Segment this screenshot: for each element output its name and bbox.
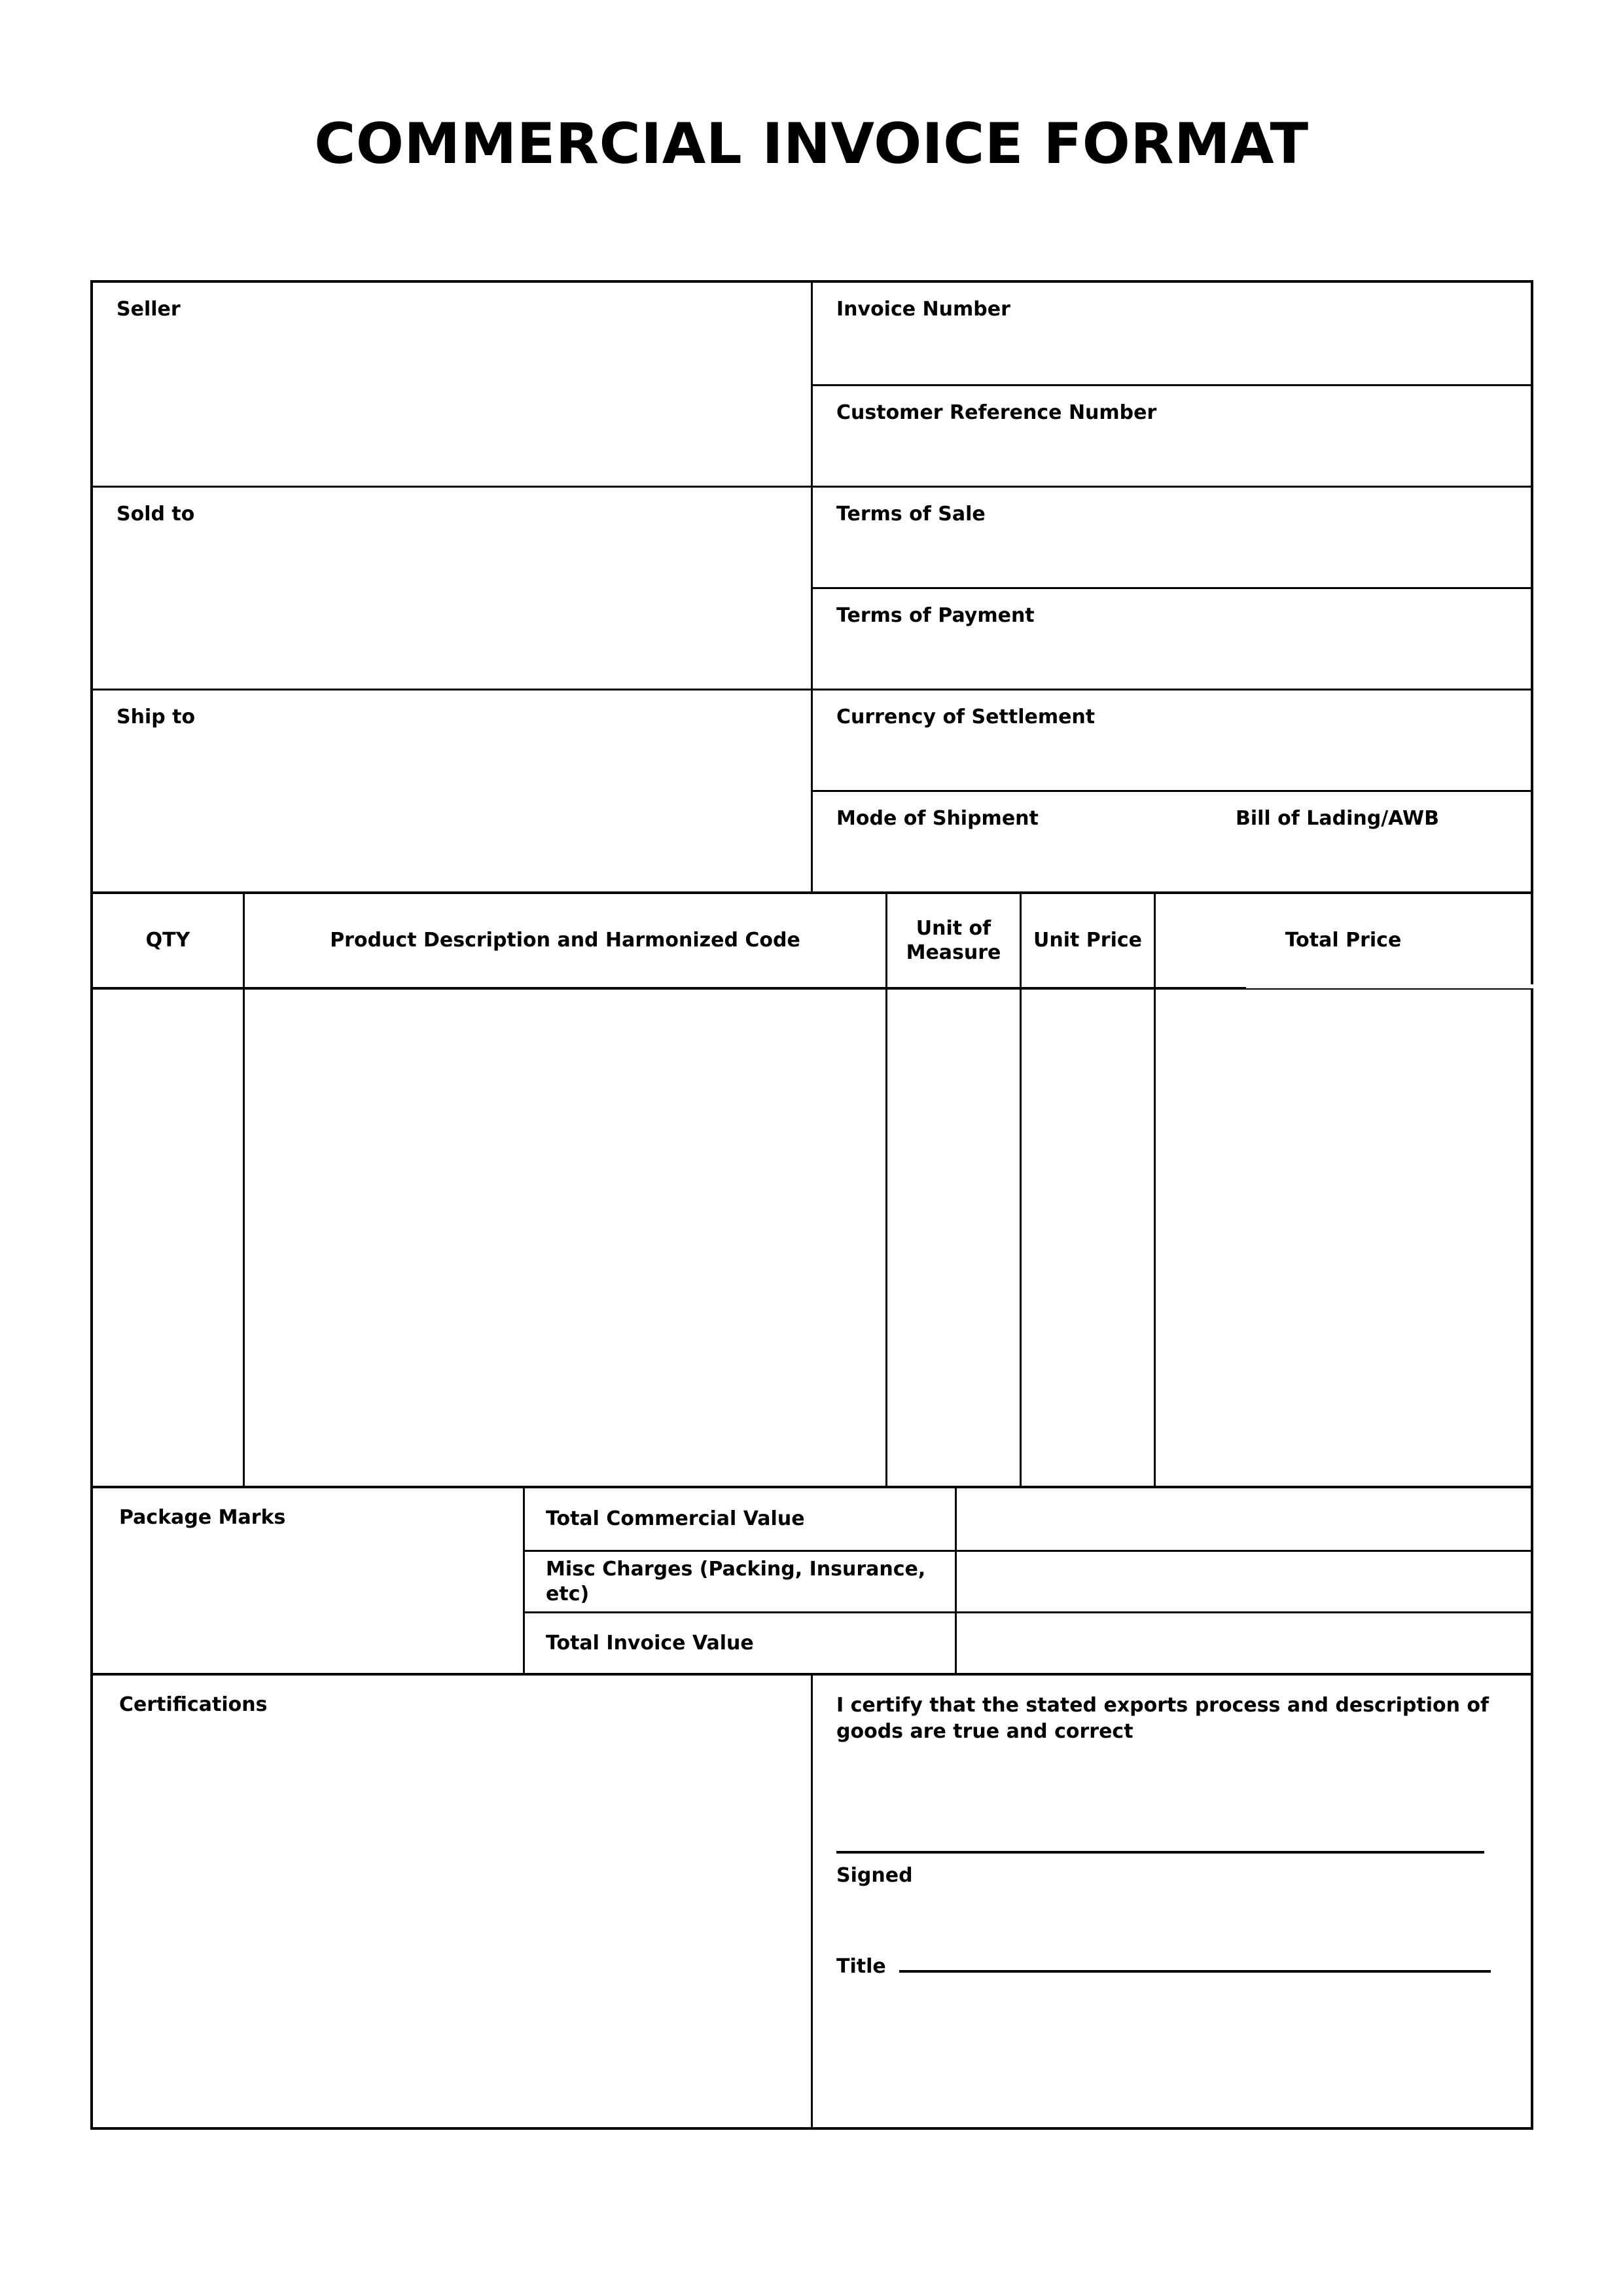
cell-total-price[interactable]: [1156, 990, 1531, 1486]
field-mode-of-shipment[interactable]: [813, 790, 1531, 891]
row-label-total-invoice-value: Total Invoice Value: [525, 1613, 957, 1673]
title-line: [899, 1970, 1491, 1973]
field-terms-of-sale-label: Terms of Sale: [836, 503, 986, 526]
field-seller-label: Seller: [116, 298, 181, 321]
page-title: COMMERCIAL INVOICE FORMAT: [314, 111, 1309, 177]
field-currency-of-settlement[interactable]: [813, 689, 1531, 790]
totals-section: [93, 1488, 1531, 1676]
row-value-misc-charges[interactable]: [957, 1552, 1531, 1611]
items-table-header-row: [93, 894, 1531, 990]
column-header-unit-price: Unit Price: [1022, 894, 1156, 987]
field-ship-to-label: Ship to: [116, 706, 196, 728]
row-label-misc-charges: Misc Charges (Packing, Insurance, etc): [525, 1552, 957, 1611]
field-sold-to-label: Sold to: [116, 503, 195, 526]
table-row: [525, 1488, 1531, 1550]
signed-field[interactable]: [836, 1851, 1491, 1887]
field-certifications[interactable]: [93, 1676, 813, 2127]
cell-qty[interactable]: [93, 990, 245, 1486]
field-package-marks[interactable]: [93, 1488, 525, 1673]
field-certifications-label: Certifications: [119, 1693, 268, 1716]
field-ship-to[interactable]: [93, 689, 811, 891]
field-sold-to[interactable]: [93, 486, 811, 689]
field-bill-of-lading-label: Bill of Lading/AWB: [1236, 807, 1440, 830]
field-customer-reference-number-label: Customer Reference Number: [836, 401, 1157, 424]
items-table: [93, 894, 1531, 1488]
column-header-product-description: Product Description and Harmonized Code: [245, 894, 887, 987]
field-terms-of-sale[interactable]: [813, 486, 1531, 587]
cell-product-description[interactable]: [245, 990, 887, 1486]
signature-block: [813, 1676, 1531, 2127]
field-invoice-number-label: Invoice Number: [836, 298, 1010, 321]
column-header-total-price: Total Price: [1285, 929, 1402, 952]
table-row: [525, 1611, 1531, 1673]
column-header-qty: QTY: [93, 894, 245, 987]
column-header-unit-of-measure: Unit of Measure: [887, 894, 1022, 987]
total-price-header-open-edge: [1246, 984, 1536, 988]
field-customer-reference-number[interactable]: [813, 384, 1531, 486]
field-terms-of-payment-label: Terms of Payment: [836, 604, 1035, 627]
title-field[interactable]: [836, 1957, 1491, 1977]
cell-unit-price[interactable]: [1022, 990, 1156, 1486]
field-terms-of-payment[interactable]: [813, 587, 1531, 689]
parties-section: [93, 283, 1531, 894]
commercial-invoice-form: [90, 280, 1533, 2130]
items-table-body: [93, 990, 1531, 1488]
signed-label: Signed: [836, 1864, 913, 1887]
field-package-marks-label: Package Marks: [119, 1506, 286, 1529]
parties-left-column: [93, 283, 813, 891]
row-label-total-commercial-value: Total Commercial Value: [525, 1488, 957, 1550]
totals-rows: [525, 1488, 1531, 1673]
row-value-total-commercial-value[interactable]: [957, 1488, 1531, 1550]
field-invoice-number[interactable]: [813, 283, 1531, 384]
field-seller[interactable]: [93, 283, 811, 486]
table-row: [525, 1550, 1531, 1611]
parties-right-column: [813, 283, 1531, 891]
title-label: Title: [836, 1955, 886, 1978]
row-value-total-invoice-value[interactable]: [957, 1613, 1531, 1673]
signature-line: [836, 1851, 1484, 1854]
field-currency-of-settlement-label: Currency of Settlement: [836, 706, 1096, 728]
certification-statement: I certify that the stated exports process and description of goods are true and correct: [836, 1694, 1489, 1743]
field-mode-of-shipment-label: Mode of Shipment: [836, 807, 1039, 830]
certifications-section: [93, 1676, 1531, 2127]
cell-unit-of-measure[interactable]: [887, 990, 1022, 1486]
